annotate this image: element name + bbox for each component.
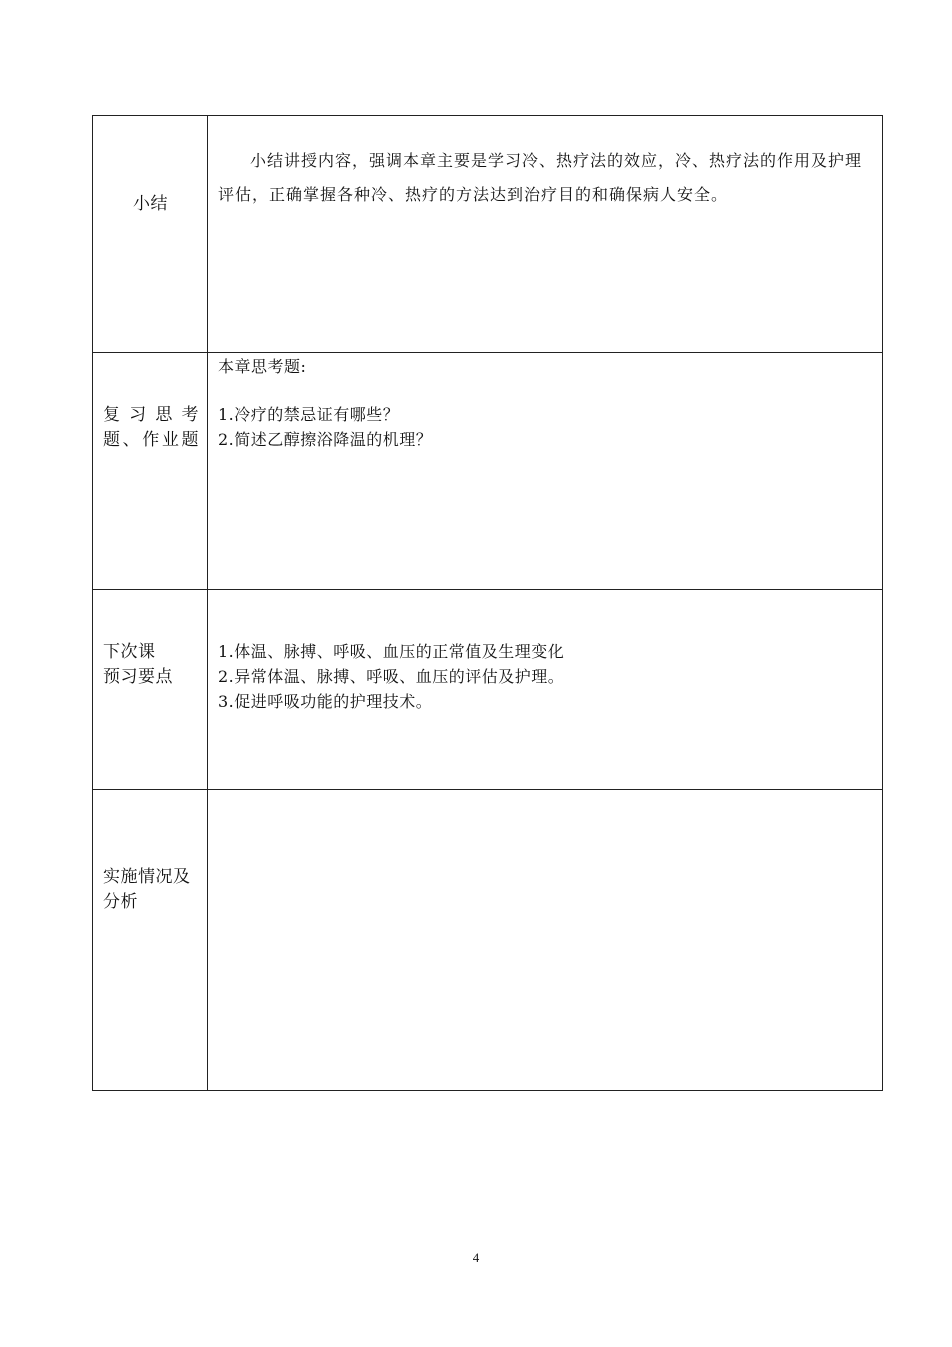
preview-point-item: 3.促进呼吸功能的护理技术。	[218, 692, 433, 711]
implementation-label-line1: 实施情况及	[103, 867, 191, 887]
implementation-label-cell	[93, 790, 208, 1091]
summary-row	[93, 116, 883, 353]
summary-text: 小结讲授内容，强调本章主要是学习冷、热疗法的效应，冷、热疗法的作用及护理评估，正确掌握各种冷、热疗的方法达到治疗目的和确保病人安全。	[218, 151, 863, 204]
preview-point-item: 1.体温、脉搏、呼吸、血压的正常值及生理变化	[218, 642, 565, 661]
preview-content-cell	[208, 590, 883, 790]
preview-label-line2: 预习要点	[103, 667, 173, 687]
summary-label: 小结	[133, 194, 168, 214]
summary-content-cell	[208, 116, 883, 353]
implementation-label-line2: 分析	[103, 892, 138, 912]
review-question-item: 2.简述乙醇擦浴降温的机理？	[218, 430, 433, 449]
lesson-plan-table	[92, 115, 883, 1091]
review-label-cell	[93, 353, 208, 590]
review-row	[93, 353, 883, 590]
review-label-line2: 题、作业题	[103, 430, 199, 450]
review-question-item: 1.冷疗的禁忌证有哪些？	[218, 405, 400, 424]
review-heading: 本章思考题:	[218, 357, 307, 376]
summary-label-cell	[93, 116, 208, 353]
implementation-row	[93, 790, 883, 1091]
preview-label-line1: 下次课	[103, 642, 156, 662]
review-question-list	[218, 402, 868, 452]
preview-point-list	[218, 639, 868, 714]
page-number: 4	[472, 1250, 480, 1265]
preview-label-cell	[93, 590, 208, 790]
review-content-cell	[208, 353, 883, 590]
review-label-line1: 复 习 思 考	[103, 405, 199, 425]
preview-row	[93, 590, 883, 790]
implementation-content-cell	[208, 790, 883, 1091]
preview-point-item: 2.异常体温、脉搏、呼吸、血压的评估及护理。	[218, 667, 565, 686]
